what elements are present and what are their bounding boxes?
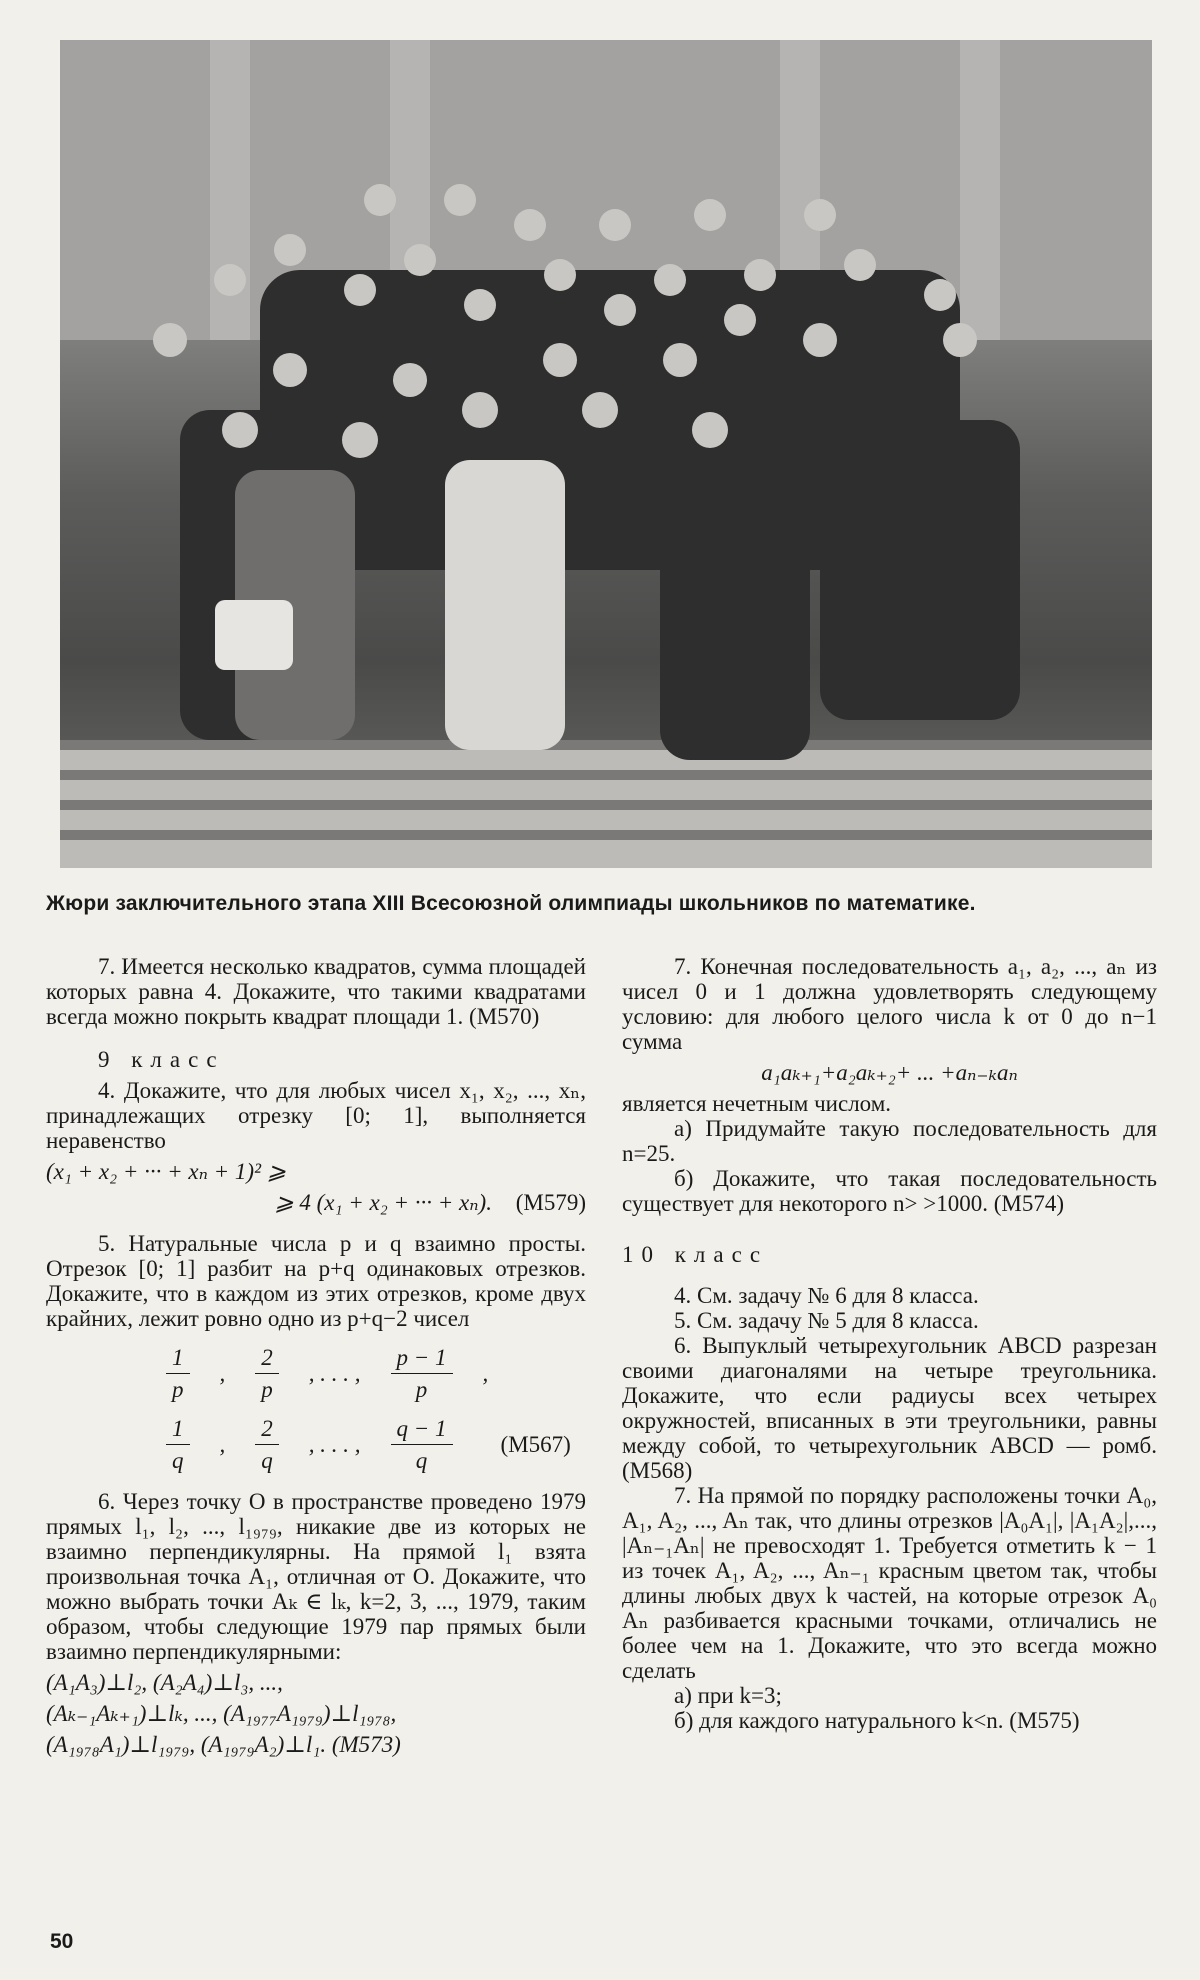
problem-9-4: 4. Докажите, что для любых чисел x₁, x₂, ..., xₙ, принадлежащих отрезку [0; 1], выполняется неравенство bbox=[46, 1078, 586, 1153]
ref-m579: (М579) bbox=[515, 1190, 586, 1215]
fractions-q bbox=[166, 1416, 586, 1473]
perp-line-3: (A₁₉₇₈A₁)⊥l₁₉₇₉, (A₁₉₇₉A₂)⊥l₁. (М573) bbox=[46, 1732, 401, 1757]
sep: , bbox=[219, 1361, 226, 1386]
grade-9-heading: 9 класс bbox=[98, 1047, 225, 1072]
ellipsis: , . . . , bbox=[308, 1361, 361, 1386]
problem-8-7: 7. Имеется несколько квадратов, сумма площадей которых равна 4. Докажите, что такими квадратами всегда можно покрыть квадрат площади 1. (М570) bbox=[46, 954, 586, 1029]
grade-10-heading: 10 класс bbox=[622, 1242, 769, 1267]
problem-9-5: 5. Натуральные числа p и q взаимно просты. Отрезок [0; 1] разбит на p+q одинаковых отрезков. Докажите, что в каждом из этих отрезков, кроме двух крайних, лежит ровно одно из p+q−2 чисел bbox=[46, 1231, 586, 1331]
inequality-line-2 bbox=[46, 1190, 586, 1215]
fractions-p bbox=[166, 1345, 586, 1402]
fraction-q-1-q: $\frac{q - 1}{q}$ bbox=[391, 1416, 453, 1473]
group-photo-illustration bbox=[60, 40, 1152, 868]
problem-10-6: 6. Выпуклый четырехугольник ABCD разрезан своими диагоналями на четыре треугольника. Докажите, что если радиусы всех четырех окружностей, вписанных в эти треугольники, равны между собой, то четырехугольник ABCD — ромб. (М568) bbox=[622, 1333, 1157, 1483]
fraction-2-q: $\frac{2}{q}$ bbox=[255, 1416, 279, 1473]
fraction-2-p: $\frac{2}{p}$ bbox=[255, 1345, 279, 1402]
sep: , bbox=[219, 1432, 226, 1457]
left-column bbox=[46, 954, 586, 1763]
sep: , bbox=[482, 1361, 489, 1386]
photo-caption: Жюри заключительного этапа XIII Всесоюзной олимпиады школьников по математике. bbox=[46, 892, 976, 915]
page-number: 50 bbox=[50, 1930, 74, 1953]
problem-10-7: 7. На прямой по порядку расположены точки A₀, A₁, A₂, ..., Aₙ так, что длины отрезков |A₀A₁|, |A₁A₂|,..., |Aₙ₋₁Aₙ| не превосходят 1. Требуется отметить k − 1 из точек A₁, A₂, ..., Aₙ₋₁ красным цветом так, чтобы длины любых двух k частей, на которые отрезок A₀ Aₙ разбивается красными точками, отличались не более чем на 1. Докажите, что это всегда можно сделать bbox=[622, 1483, 1157, 1683]
problem-10-7a: а) при k=3; bbox=[674, 1683, 782, 1708]
inequality-rhs: ⩾ 4 (x₁ + x₂ + ··· + xₙ). bbox=[274, 1190, 492, 1215]
problem-9-6: 6. Через точку O в пространстве проведено 1979 прямых l₁, l₂, ..., l₁₉₇₉, никакие две из которых не взаимно перпендикулярны. На прямой l₁ взята произвольная точка A₁, отличная от O. Докажите, что можно выбрать точки Aₖ ∈ lₖ, k=2, 3, ..., 1979, таким образом, чтобы следующие 1979 пар прямых были взаимно перпендикулярными: bbox=[46, 1489, 586, 1664]
problem-10-4: 4. См. задачу № 6 для 8 класса. bbox=[674, 1283, 979, 1308]
perp-line-1: (A₁A₃)⊥l₂, (A₂A₄)⊥l₃, ..., bbox=[46, 1670, 283, 1695]
problem-10-5: 5. См. задачу № 5 для 8 класса. bbox=[674, 1308, 979, 1333]
problem-9-7a: а) Придумайте такую последовательность для n=25. bbox=[622, 1116, 1157, 1166]
jury-group-photo bbox=[60, 40, 1152, 868]
inequality-line-1: (x₁ + x₂ + ··· + xₙ + 1)² ⩾ bbox=[46, 1159, 287, 1184]
fraction-p-1-p: $\frac{p - 1}{p}$ bbox=[391, 1345, 453, 1402]
problem-9-7b: б) Докажите, что такая последовательность существует для некоторого n> >1000. (М574) bbox=[622, 1166, 1157, 1216]
ellipsis: , . . . , bbox=[308, 1432, 361, 1457]
perp-line-2: (Aₖ₋₁Aₖ₊₁)⊥lₖ, ..., (A₁₉₇₇A₁₉₇₉)⊥l₁₉₇₈, bbox=[46, 1701, 397, 1726]
fraction-1-p: $\frac{1}{p}$ bbox=[166, 1345, 190, 1402]
right-column bbox=[622, 954, 1157, 1733]
ref-m567: (М567) bbox=[500, 1432, 571, 1457]
problem-9-7-cont: является нечетным числом. bbox=[622, 1091, 892, 1116]
fraction-1-q: $\frac{1}{q}$ bbox=[166, 1416, 190, 1473]
problem-10-7b: б) для каждого натурального k<n. (М575) bbox=[674, 1708, 1080, 1733]
sum-formula: a₁aₖ₊₁+a₂aₖ₊₂+ ... +aₙ₋ₖaₙ bbox=[761, 1060, 1018, 1085]
problem-9-7: 7. Конечная последовательность a₁, a₂, ..., aₙ из чисел 0 и 1 должна удовлетворять следующему условию: для любого целого числа k от 0 до n−1 сумма bbox=[622, 954, 1157, 1054]
